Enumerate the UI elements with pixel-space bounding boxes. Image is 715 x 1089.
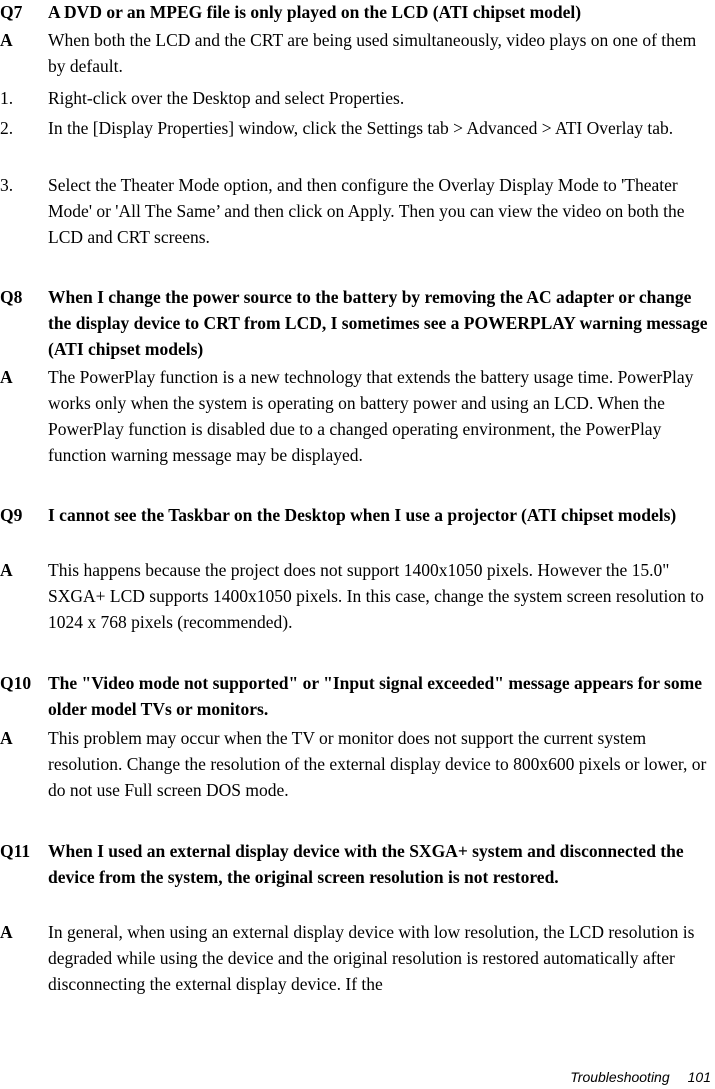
answer-text: In general, when using an external display device with low resolution, the LCD resolution is degraded while using the device and the original resolution is restored automatically after disconnecting the external display device. If the bbox=[48, 922, 695, 994]
question-text: When I change the power source to the battery by removing the AC adapter or change the display device to CRT from LCD, I sometimes see a POWERPLAY warning message (ATI chipset models) bbox=[48, 287, 708, 359]
step-number: 2. bbox=[0, 118, 14, 138]
question-text: When I used an external display device with the SXGA+ system and disconnected the device from the system, the original screen resolution is not restored. bbox=[48, 841, 684, 887]
answer-text: The PowerPlay function is a new technology that extends the battery usage time. PowerPlay works only when the system is operating on battery power and using an LCD. When the PowerPlay function is disabled due to a changed operating environment, the PowerPlay function warning message may be displayed. bbox=[48, 367, 694, 465]
item-label: A bbox=[0, 560, 13, 580]
step-text: Right-click over the Desktop and select Properties. bbox=[48, 88, 405, 108]
answer-text: When both the LCD and the CRT are being used simultaneously, video plays on one of them by default. bbox=[48, 30, 697, 76]
step-text: Select the Theater Mode option, and then configure the Overlay Display Mode to 'Theater Mode' or 'All The Same’ and then click on Apply. Then you can view the video on both the LCD and CRT screens. bbox=[48, 175, 685, 247]
step-number: 1. bbox=[0, 88, 14, 108]
answer-text: This happens because the project does not support 1400x1050 pixels. However the 15.0" SXGA+ LCD supports 1400x1050 pixels. In this case, change the system screen resolution to 1024 x 768 pixels (recommended). bbox=[48, 560, 704, 632]
section-title: Troubleshooting bbox=[570, 1069, 670, 1085]
item-label: Q11 bbox=[0, 841, 31, 861]
answer-text: This problem may occur when the TV or monitor does not support the current system resolution. Change the resolution of the external display device to 800x600 pixels or lower, or do not use Full screen DOS mode. bbox=[48, 728, 707, 800]
item-label: Q7 bbox=[0, 2, 23, 22]
item-label: Q8 bbox=[0, 287, 23, 307]
item-label: A bbox=[0, 367, 13, 387]
question-text: The "Video mode not supported" or "Input signal exceeded" message appears for some older model TVs or monitors. bbox=[48, 673, 702, 719]
step-text: In the [Display Properties] window, click the Settings tab > Advanced > ATI Overlay tab. bbox=[48, 118, 674, 138]
question-text: A DVD or an MPEG file is only played on the LCD (ATI chipset model) bbox=[48, 2, 582, 22]
item-label: Q9 bbox=[0, 505, 23, 525]
question-text: I cannot see the Taskbar on the Desktop when I use a projector (ATI chipset models) bbox=[48, 505, 677, 525]
step-number: 3. bbox=[0, 175, 14, 195]
page-number: 101 bbox=[687, 1069, 711, 1085]
item-label: Q10 bbox=[0, 673, 32, 693]
item-label: A bbox=[0, 30, 13, 50]
page-footer bbox=[570, 1068, 711, 1086]
item-label: A bbox=[0, 728, 13, 748]
item-label: A bbox=[0, 922, 13, 942]
